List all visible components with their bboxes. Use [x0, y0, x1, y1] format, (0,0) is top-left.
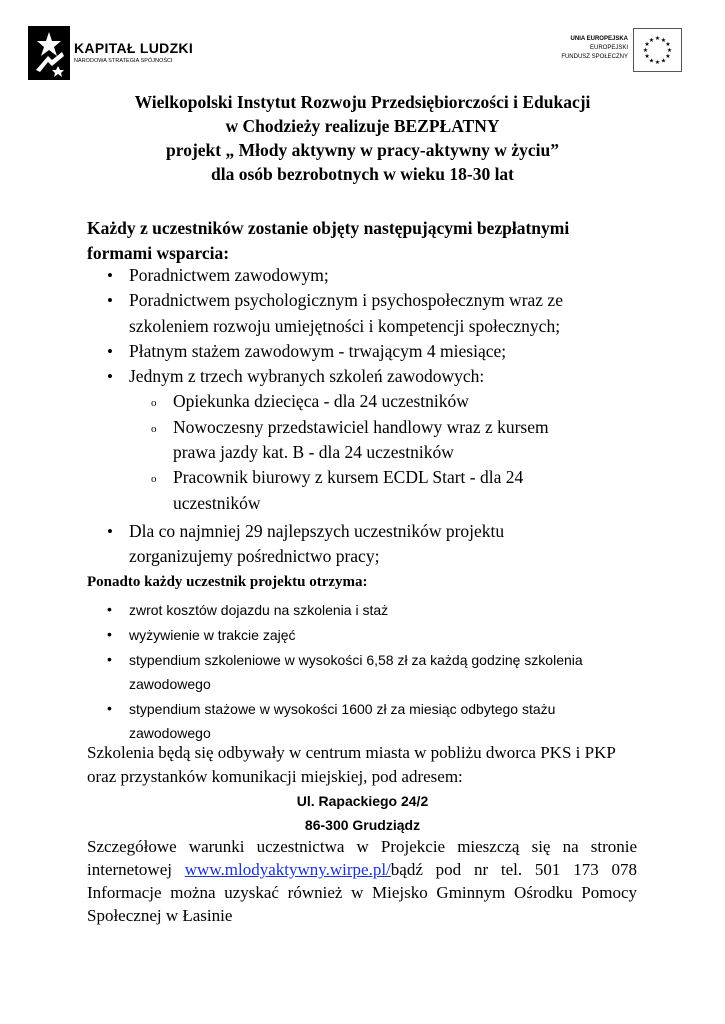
heading-line-4: dla osób bezrobotnych w wieku 18-30 lat	[210, 164, 515, 184]
page-heading	[0, 90, 725, 186]
eu-flag	[633, 28, 682, 72]
bullet-icon: •	[107, 266, 113, 285]
address-city: 86-300 Grudziądz	[304, 817, 421, 833]
project-website-link[interactable]: www.mlodyaktywny.wirpe.pl/	[184, 860, 391, 879]
bullet-icon: •	[107, 367, 113, 387]
list-item	[87, 364, 563, 389]
list-item	[87, 263, 563, 288]
support-item-1: Poradnictwem zawodowym;	[129, 265, 329, 285]
eu-star-icon: ★	[644, 54, 650, 61]
support-list	[87, 263, 563, 516]
eu-line1: UNIA EUROPEJSKA	[570, 36, 628, 42]
list-item	[87, 697, 583, 745]
list-item	[87, 648, 583, 696]
support-item-2-line-1: Poradnictwem psychologicznym i psychospołecznym wraz ze	[129, 290, 563, 311]
list-item	[87, 465, 563, 516]
intro-text	[87, 216, 569, 266]
training-3-line-1: Pracownik biurowy z kursem ECDL Start - dla 24	[173, 467, 524, 488]
bullet-icon: •	[107, 341, 113, 361]
kapital-ludzki-subtitle: NARODOWA STRATEGIA SPÓJNOŚCI	[74, 58, 173, 64]
eu-star-icon: ★	[665, 42, 671, 49]
bullet-icon: •	[107, 291, 113, 311]
heading-line-3: projekt „ Młody aktywny w pracy-aktywny w życiu”	[166, 140, 559, 160]
location-line-1: Szkolenia będą się odbywały w centrum miasta w pobliżu dworca PKS i PKP	[87, 743, 616, 762]
intro-line-2: formami wsparcia:	[87, 243, 230, 263]
eu-star-icon: ★	[660, 58, 667, 65]
details-line-4: Społecznej w Łasinie	[87, 906, 233, 925]
address-block	[0, 789, 725, 837]
eu-star-icon: ★	[644, 42, 650, 49]
list-item	[87, 598, 583, 622]
circle-bullet-icon: o	[151, 397, 157, 410]
bonus-list	[87, 598, 583, 745]
training-2-line-1: Nowoczesny przedstawiciel handlowy wraz z kursem	[173, 416, 549, 437]
bullet-icon: •	[107, 626, 112, 642]
list-item	[87, 519, 504, 570]
bonus-heading: Ponadto każdy uczestnik projektu otrzyma:	[87, 574, 368, 590]
list-item	[87, 623, 583, 647]
bonus-item-3-line-2: zawodowego	[129, 676, 211, 692]
support-list-continued	[87, 519, 504, 570]
circle-bullet-icon: o	[151, 422, 157, 435]
bullet-icon: •	[107, 700, 112, 716]
support-item-3: Płatnym stażem zawodowym - trwającym 4 miesiące;	[129, 340, 507, 361]
kapital-ludzki-logo	[28, 26, 218, 82]
eu-logo	[532, 28, 682, 74]
bonus-item-4-line-2: zawodowego	[129, 725, 211, 741]
training-2-line-2: prawa jazdy kat. B - dla 24 uczestników	[173, 442, 454, 463]
support-item-4: Jednym z trzech wybranych szkoleń zawodowych:	[129, 366, 485, 387]
bonus-item-1: zwrot kosztów dojazdu na szkolenia i staż	[129, 602, 389, 618]
bullet-icon: •	[107, 601, 112, 617]
eu-stars-icon	[634, 29, 681, 71]
eu-star-icon: ★	[642, 48, 649, 55]
bullet-icon: •	[107, 522, 113, 541]
eu-line3: FUNDUSZ SPOŁECZNY	[561, 54, 628, 60]
details-line-2-suffix: bądź pod nr tel. 501 173 078	[390, 860, 638, 879]
details-line-3: Informacje można uzyskać również w Miejsko Gminnym Ośrodku Pomocy	[87, 883, 637, 902]
details-line-2-prefix: internetowej	[87, 860, 185, 879]
bonus-item-4-line-1: stypendium stażowe w wysokości 1600 zł za miesiąc odbytego stażu	[129, 701, 556, 717]
heading-line-2: w Chodzieży realizuje BEZPŁATNY	[225, 116, 500, 136]
details-line-1: Szczegółowe warunki uczestnictwa w Projekcie mieszczą się na stronie	[87, 837, 637, 856]
kapital-ludzki-emblem-icon	[28, 26, 70, 80]
eu-line2: EUROPEJSKI	[589, 45, 628, 51]
heading-line-1: Wielkopolski Instytut Rozwoju Przedsiębiorczości i Edukacji	[134, 92, 591, 112]
list-item	[87, 339, 563, 364]
location-text	[87, 741, 616, 789]
training-3-line-2: uczestników	[173, 492, 261, 513]
list-item	[87, 415, 563, 466]
bullet-icon: •	[107, 651, 112, 667]
bonus-item-2: wyżywienie w trakcie zajęć	[129, 627, 296, 643]
location-line-2: oraz przystanków komunikacji miejskiej, pod adresem:	[87, 767, 463, 786]
address-street: Ul. Rapackiego 24/2	[296, 793, 429, 809]
eu-star-icon: ★	[654, 36, 661, 43]
bonus-item-3-line-1: stypendium szkoleniowe w wysokości 6,58 zł za każdą godzinę szkolenia	[129, 652, 583, 668]
eu-logo-text	[561, 35, 628, 62]
support-item-5-line-1: Dla co najmniej 29 najlepszych uczestników projektu	[129, 521, 505, 541]
intro-line-1: Każdy z uczestników zostanie objęty następującymi bezpłatnymi	[87, 218, 570, 238]
eu-star-icon: ★	[660, 37, 667, 44]
eu-star-icon: ★	[648, 58, 655, 65]
eu-star-icon: ★	[648, 37, 655, 44]
circle-bullet-icon: o	[151, 473, 157, 486]
list-item	[87, 288, 563, 339]
eu-star-icon: ★	[666, 48, 673, 55]
eu-star-icon: ★	[654, 60, 661, 67]
eu-star-icon: ★	[665, 54, 671, 61]
training-1: Opiekunka dziecięca - dla 24 uczestników	[173, 391, 469, 412]
support-item-2-line-2: szkoleniem rozwoju umiejętności i kompetencji społecznych;	[129, 315, 561, 336]
list-item	[87, 389, 563, 414]
details-line-2	[87, 858, 637, 881]
kapital-ludzki-title: KAPITAŁ LUDZKI	[74, 40, 194, 56]
support-item-5-line-2: zorganizujemy pośrednictwo pracy;	[129, 546, 380, 567]
